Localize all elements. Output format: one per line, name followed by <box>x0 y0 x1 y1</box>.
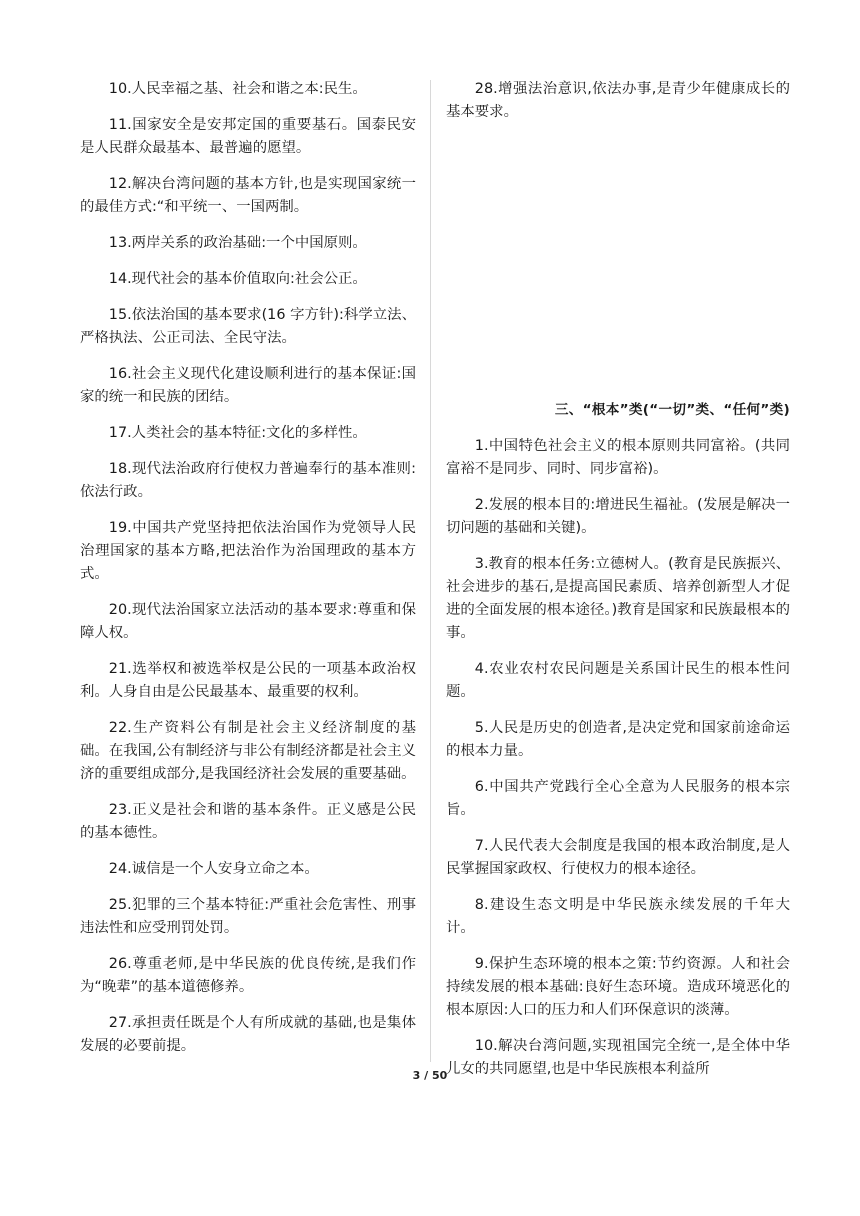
list-item: 17.人类社会的基本特征:文化的多样性。 <box>108 425 367 441</box>
list-item: 2.发展的根本目的:增进民生福祉。(发展是解决一切问题的基础和关键)。 <box>446 497 790 536</box>
list-item: 10.人民幸福之基、社会和谐之本:民生。 <box>108 81 367 97</box>
list-item: 9.保护生态环境的根本之策:节约资源。人和社会持续发展的根本基础:良好生态环境。造成环境恶化的根本原因:人口的压力和人们环保意识的淡薄。 <box>446 956 790 1018</box>
list-item: 15.依法治国的基本要求(16 字方针):科学立法、严格执法、公正司法、全民守法。 <box>80 307 416 346</box>
left-column <box>80 78 416 1071</box>
list-item: 18.现代法治政府行使权力普遍奉行的基本准则:依法行政。 <box>80 461 416 500</box>
list-item: 23.正义是社会和谐的基本条件。正义感是公民的基本德性。 <box>80 802 416 841</box>
list-item: 22.生产资料公有制是社会主义经济制度的基础。在我国,公有制经济与非公有制经济都是社会主义济的重要组成部分,是我国经济社会发展的重要基础。 <box>80 720 416 782</box>
list-item: 21.选举权和被选举权是公民的一项基本政治权利。人身自由是公民最基本、最重要的权利。 <box>80 661 416 700</box>
list-item: 14.现代社会的基本价值取向:社会公正。 <box>108 271 367 287</box>
list-item: 5.人民是历史的创造者,是决定党和国家前途命运的根本力量。 <box>446 720 790 759</box>
list-item: 11.国家安全是安邦定国的重要基石。国泰民安是人民群众最基本、最普遍的愿望。 <box>80 117 416 156</box>
list-item: 1.中国特色社会主义的根本原则共同富裕。(共同富裕不是同步、同时、同步富裕)。 <box>446 438 790 477</box>
list-item: 25.犯罪的三个基本特征:严重社会危害性、刑事违法性和应受刑罚处罚。 <box>80 897 416 936</box>
list-item: 8.建设生态文明是中华民族永续发展的千年大计。 <box>446 897 790 936</box>
list-item: 10.解决台湾问题,实现祖国完全统一,是全体中华儿女的共同愿望,也是中华民族根本利益所 <box>446 1038 790 1077</box>
list-item: 6.中国共产党践行全心全意为人民服务的根本宗旨。 <box>446 779 790 818</box>
list-item: 7.人民代表大会制度是我国的根本政治制度,是人民掌握国家政权、行使权力的根本途径。 <box>446 838 790 877</box>
list-item: 20.现代法治国家立法活动的基本要求:尊重和保障人权。 <box>80 602 416 641</box>
list-item: 27.承担责任既是个人有所成就的基础,也是集体发展的必要前提。 <box>80 1015 416 1054</box>
list-item: 13.两岸关系的政治基础:一个中国原则。 <box>108 235 367 251</box>
blank-space <box>446 137 790 399</box>
list-item: 26.尊重老师,是中华民族的优良传统,是我们作为“晚辈”的基本道德修养。 <box>80 956 416 995</box>
list-item: 3.教育的根本任务:立德树人。(教育是民族振兴、社会进步的基石,是提高国民素质、培养创新型人才促进的全面发展的根本途径。)教育是国家和民族最根本的事。 <box>446 556 790 641</box>
column-divider <box>430 80 431 1062</box>
page-number: 3 / 50 <box>412 1069 448 1082</box>
section-heading: 三、“根本”类(“一切”类、“任何”类) <box>554 402 790 418</box>
list-item: 16.社会主义现代化建设顺利进行的基本保证:国家的统一和民族的团结。 <box>80 366 416 405</box>
list-item: 4.农业农村农民问题是关系国计民生的根本性问题。 <box>446 661 790 700</box>
list-item: 12.解决台湾问题的基本方针,也是实现国家统一的最佳方式:“和平统一、一国两制。 <box>80 176 416 215</box>
list-item: 28.增强法治意识,依法办事,是青少年健康成长的基本要求。 <box>446 81 790 120</box>
list-item: 24.诚信是一个人安身立命之本。 <box>108 861 319 877</box>
right-column <box>446 78 790 1094</box>
list-item: 19.中国共产党坚持把依法治国作为党领导人民治理国家的基本方略,把法治作为治国理政的基本方式。 <box>80 520 416 582</box>
